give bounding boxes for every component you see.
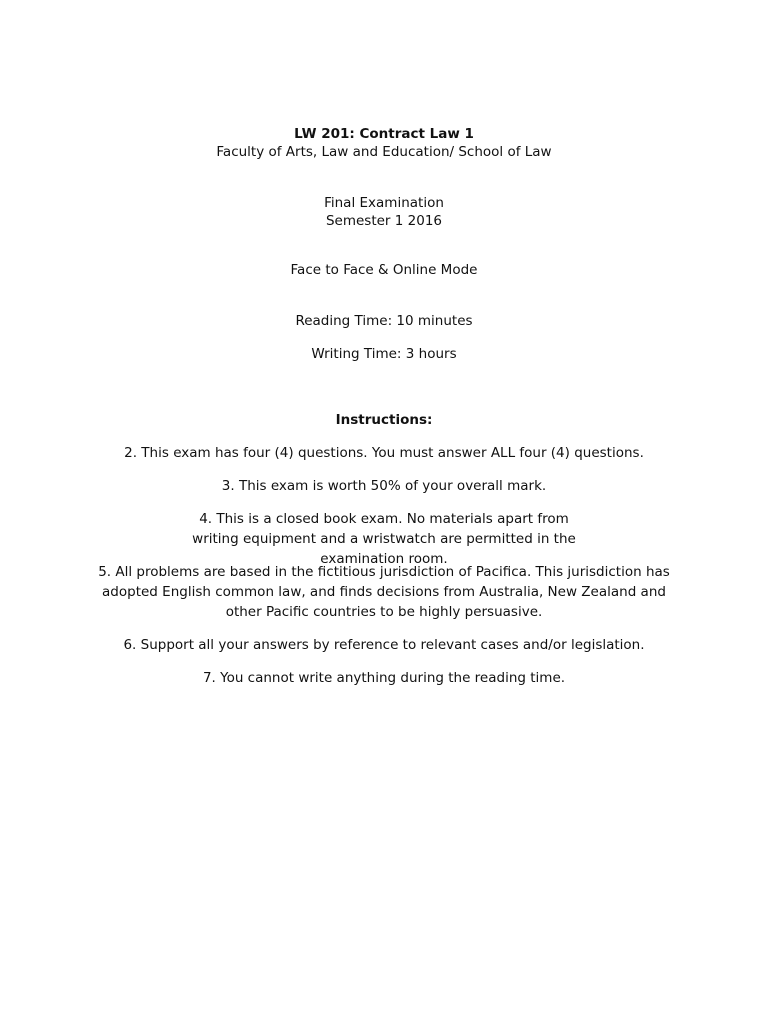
- instruction-item: 6. Support all your answers by reference to relevant cases and/or legislation.: [123, 637, 645, 653]
- instruction-item: 4. This is a closed book exam. No materials apart from writing equipment and a wristwatch are permitted in the examination room.: [192, 511, 576, 567]
- exam-type: Final Examination: [324, 195, 444, 211]
- instruction-item: 7. You cannot write anything during the reading time.: [202, 670, 566, 686]
- course-title: LW 201: Contract Law 1: [294, 126, 474, 142]
- instruction-item: 2. This exam has four (4) questions. You must answer ALL four (4) questions.: [124, 445, 644, 461]
- semester: Semester 1 2016: [325, 213, 443, 229]
- instruction-item: 3. This exam is worth 50% of your overall mark.: [221, 478, 547, 494]
- writing-time: Writing Time: 3 hours: [311, 346, 457, 362]
- faculty-line: Faculty of Arts, Law and Education/ School of Law: [216, 144, 552, 160]
- reading-time: Reading Time: 10 minutes: [295, 313, 473, 329]
- exam-mode: Face to Face & Online Mode: [290, 262, 478, 278]
- instructions-heading: Instructions:: [335, 412, 433, 428]
- instruction-item: 5. All problems are based in the fictitious jurisdiction of Pacifica. This jurisdiction has adopted English common law, and finds decisions from Australia, New Zealand and other Pacific countries to be highly persuasive.: [98, 564, 670, 620]
